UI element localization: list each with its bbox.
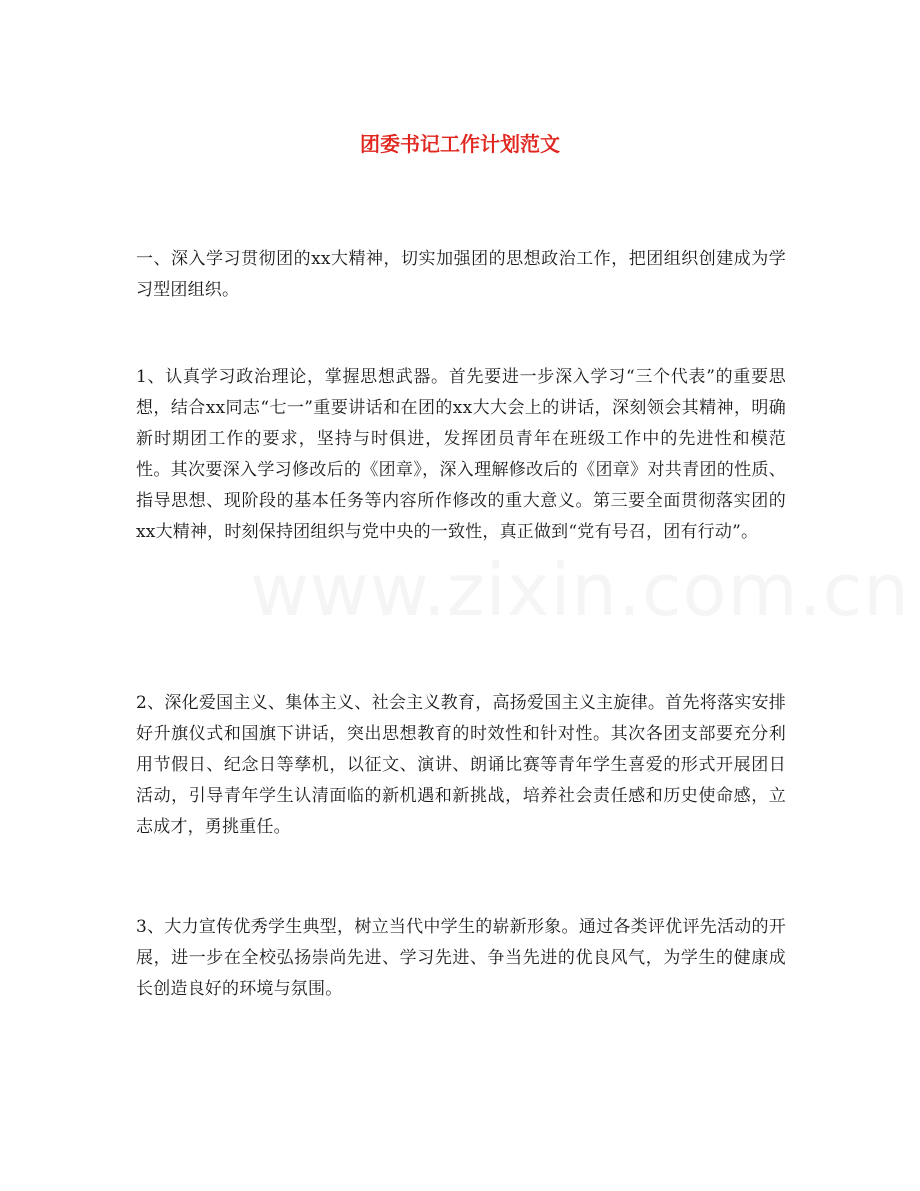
watermark: www.zixin.com.cn bbox=[250, 548, 910, 632]
paragraph-item-3: 3、大力宣传优秀学生典型，树立当代中学生的崭新形象。通过各类评优评先活动的开展，进一步在全校弘扬崇尚先进、学习先进、争当先进的优良风气，为学生的健康成长创造良好的环境与氛围。 bbox=[136, 917, 786, 999]
paragraph-section-one: 一、深入学习贯彻团的xx大精神，切实加强团的思想政治工作，把团组织创建成为学习型团组织。 bbox=[136, 249, 786, 300]
document-title: 团委书记工作计划范文 bbox=[360, 132, 560, 156]
paragraph-item-2: 2、深化爱国主义、集体主义、社会主义教育，高扬爱国主义主旋律。首先将落实安排好升旗仪式和国旗下讲话，突出思想教育的时效性和针对性。其次各团支部要充分利用节假日、纪念日等孳机，以征文、演讲、朗诵比赛等青年学生喜爱的形式开展团日活动，引导青年学生认清面临的新机遇和新挑战，培养社会责任感和历史使命感，立志成才，勇挑重任。 bbox=[136, 693, 786, 837]
paragraph-item-1: 1、认真学习政治理论，掌握思想武器。首先要进一步深入学习“三个代表”的重要思想，结合xx同志“七一”重要讲话和在团的xx大大会上的讲话，深刻领会其精神，明确新时期团工作的要求，坚持与时俱进，发挥团员青年在班级工作中的先进性和模范性。其次要深入学习修改后的《团章》，深入理解修改后的《团章》对共青团的性质、指导思想、现阶段的基本任务等内容所作修改的重大意义。第三要全面贯彻落实团的xx大精神，时刻保持团组织与党中央的一致性，真正做到“党有号召，团有行动”。 bbox=[136, 367, 786, 542]
